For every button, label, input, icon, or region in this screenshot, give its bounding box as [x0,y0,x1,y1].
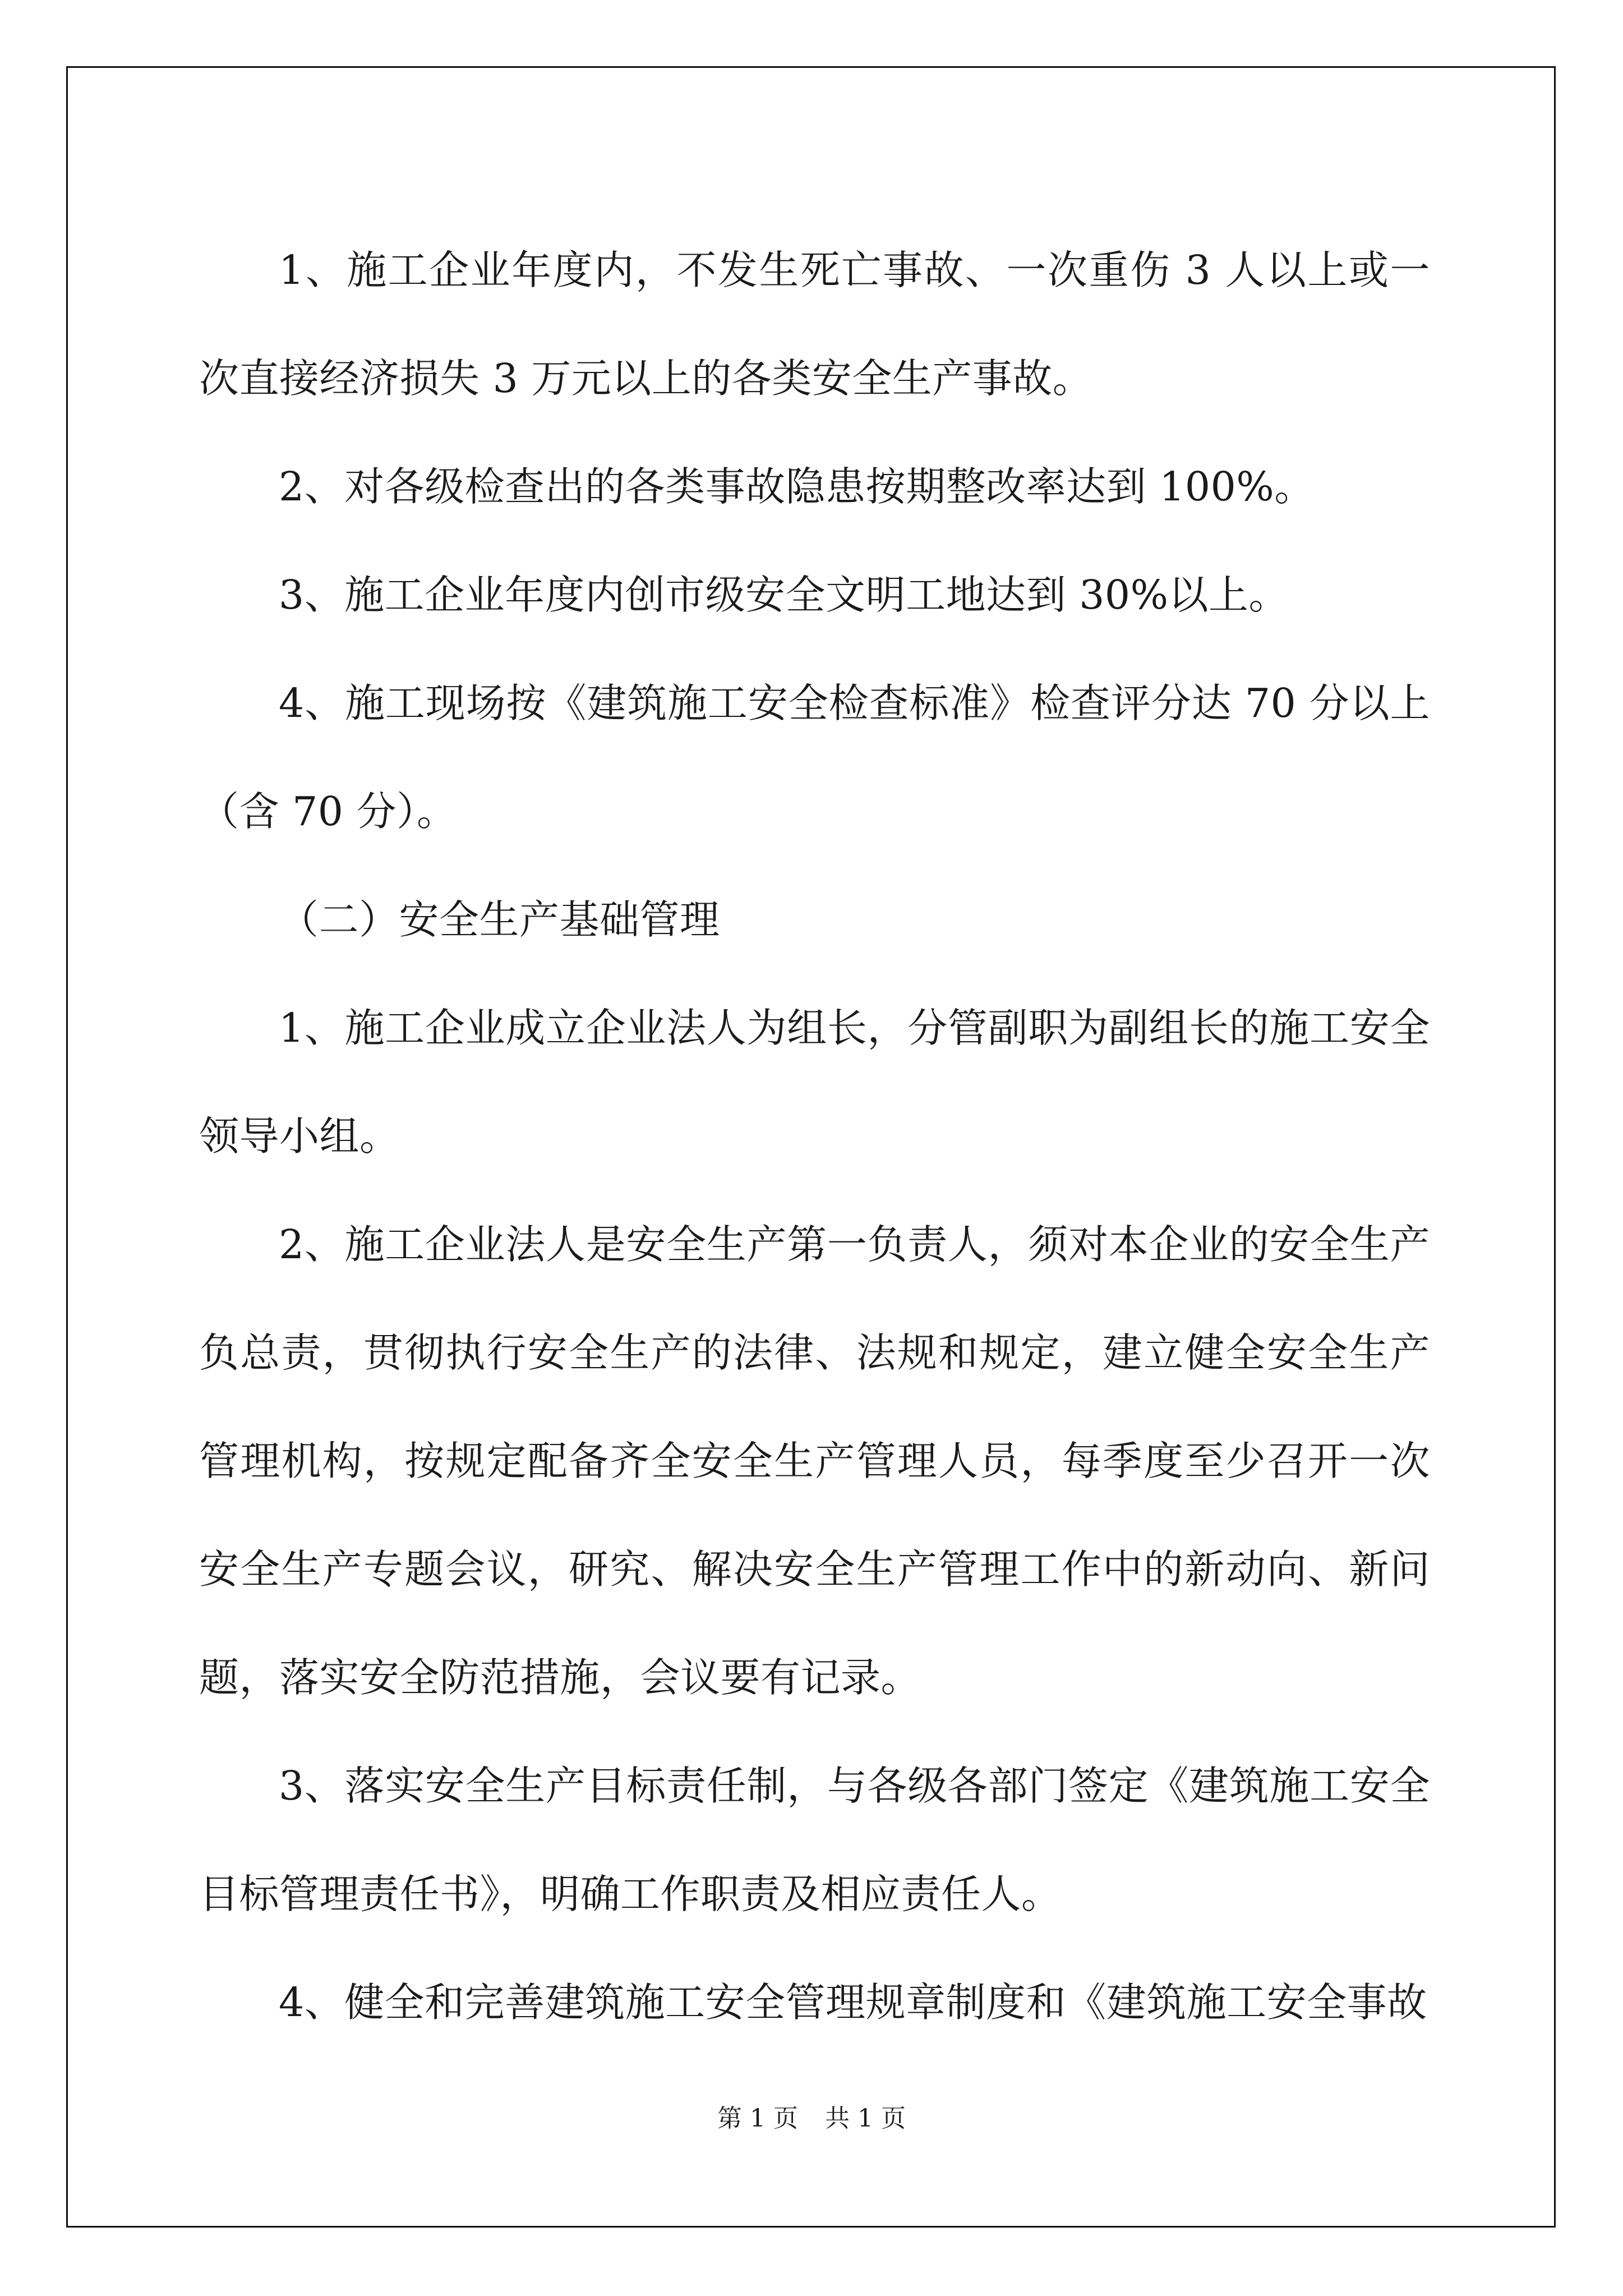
page-total: 共 1 页 [825,2104,906,2133]
paragraph-7: 3、落实安全生产目标责任制，与各级各部门签定《建筑施工安全目标管理责任书》，明确工作职责及相应责任人。 [199,1763,1430,1917]
paragraph-8: 4、健全和完善建筑施工安全管理规章制度和《建筑施工安全事故 [279,1979,1427,2026]
page-footer [0,2098,1623,2134]
section-heading: （二）安全生产基础管理 [279,896,720,943]
paragraph-1: 1、施工企业年度内，不发生死亡事故、一次重伤 3 人以上或一次直接经济损失 3 万元以上的各类安全生产事故。 [199,247,1430,402]
paragraph-6: 2、施工企业法人是安全生产第一负责人，须对本企业的安全生产负总责，贯彻执行安全生产的法律、法规和规定，建立健全安全生产管理机构，按规定配备齐全安全生产管理人员，每季度至少召开一次安全生产专题会议，研究、解决安全生产管理工作中的新动向、新问题，落实安全防范措施，会议要有记录。 [199,1221,1430,1701]
paragraph-5: 1、施工企业成立企业法人为组长，分管副职为副组长的施工安全领导小组。 [199,1005,1430,1159]
paragraph-3: 3、施工企业年度内创市级安全文明工地达到 30%以上。 [279,572,1289,618]
paragraph-2: 2、对各级检查出的各类事故隐患按期整改率达到 100%。 [279,463,1315,510]
paragraph-4: 4、施工现场按《建筑施工安全检查标准》检查评分达 70 分以上（含 70 分）。 [199,680,1430,835]
page-number: 第 1 页 [717,2104,798,2133]
document-body [199,216,1430,2056]
